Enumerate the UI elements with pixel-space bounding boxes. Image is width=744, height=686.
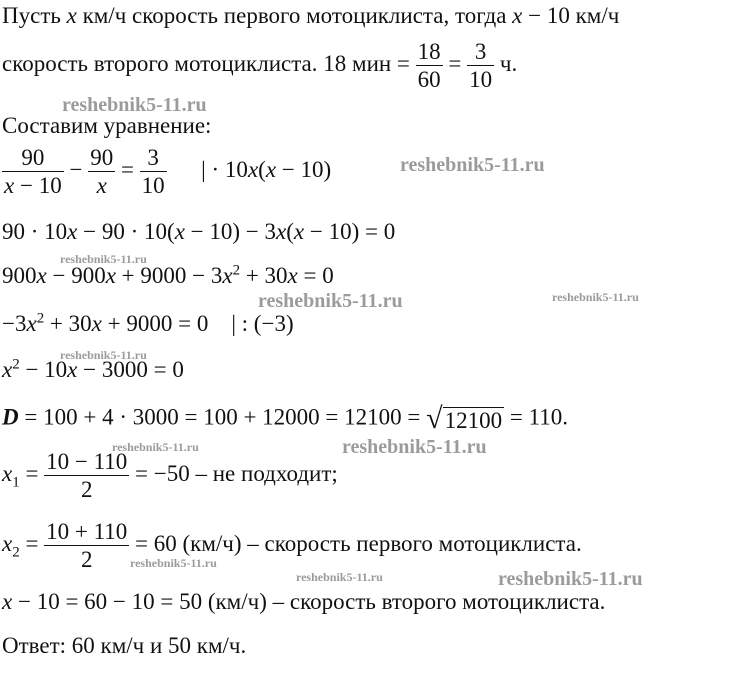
watermark: reshebnik5-11.ru: [296, 570, 383, 584]
watermark: reshebnik5-11.ru: [258, 290, 403, 312]
line-13-answer: Ответ: 60 км/ч и 50 км/ч.: [2, 633, 247, 658]
fraction-root1: $\frac{10 - 110}{2}$: [46, 449, 128, 502]
line-3-heading: Составим уравнение:: [2, 113, 212, 138]
line-12: x − 10 = 60 − 10 = 50 (км/ч) – скорость второго мотоциклиста.: [2, 589, 606, 614]
line-7: $-3x^2 + 30x + 9000 = 0$ | : (−3): [2, 310, 294, 336]
line-11-root2: $x_2$ = $\frac{10 + 110}{2}$ = 60 (км/ч) – скорость первого мотоциклиста.: [2, 519, 582, 572]
fraction-90-x-10: $\frac{90}{x - 10}$: [4, 145, 62, 198]
watermark: reshebnik5-11.ru: [498, 568, 643, 590]
watermark: reshebnik5-11.ru: [60, 252, 147, 266]
line-10-root1: $x_1$ = $\frac{10 - 110}{2}$ = −50 – не подходит;: [2, 449, 338, 502]
square-root: √12100: [426, 402, 503, 435]
watermark: reshebnik5-11.ru: [552, 290, 639, 304]
fraction-18-60: $\frac{18}{60}$: [417, 39, 441, 92]
watermark: reshebnik5-11.ru: [400, 154, 545, 176]
watermark: reshebnik5-11.ru: [112, 440, 199, 454]
fraction-3-10: $\frac{3}{10}$: [469, 39, 493, 92]
watermark: reshebnik5-11.ru: [342, 436, 487, 458]
line-5: 90 · 10x − 90 · 10(x − 10) − 3x(x − 10) = 0: [2, 219, 396, 244]
line-8: $x^2 - 10x - 3000 = 0$: [2, 356, 184, 382]
line-6: $900x - 900x + 9000 - 3x^2 + 30x = 0$: [2, 262, 334, 288]
fraction-90-x: $\frac{90}{x}$: [90, 145, 114, 198]
fraction-root2: $\frac{10 + 110}{2}$: [46, 519, 128, 572]
line-2: скорость второго мотоциклиста. 18 мин = $\frac{18}{60}$ = $\frac{3}{10}$ ч.: [2, 39, 518, 92]
watermark: reshebnik5-11.ru: [60, 348, 147, 362]
watermark: reshebnik5-11.ru: [130, 556, 217, 570]
line-1: Пусть x км/ч скорость первого мотоциклиста, тогда x − 10 км/ч: [2, 3, 620, 28]
line-4-equation: $\frac{90}{x - 10}$ − $\frac{90}{x}$ = $\frac{3}{10}$ | · 10x(x − 10): [4, 145, 332, 198]
watermark: reshebnik5-11.ru: [62, 94, 207, 116]
fraction-3-10b: $\frac{3}{10}$: [141, 145, 165, 198]
line-9-discriminant: D = 100 + 4 · 3000 = 100 + 12000 = 12100 = √12100 = 110.: [2, 402, 568, 435]
